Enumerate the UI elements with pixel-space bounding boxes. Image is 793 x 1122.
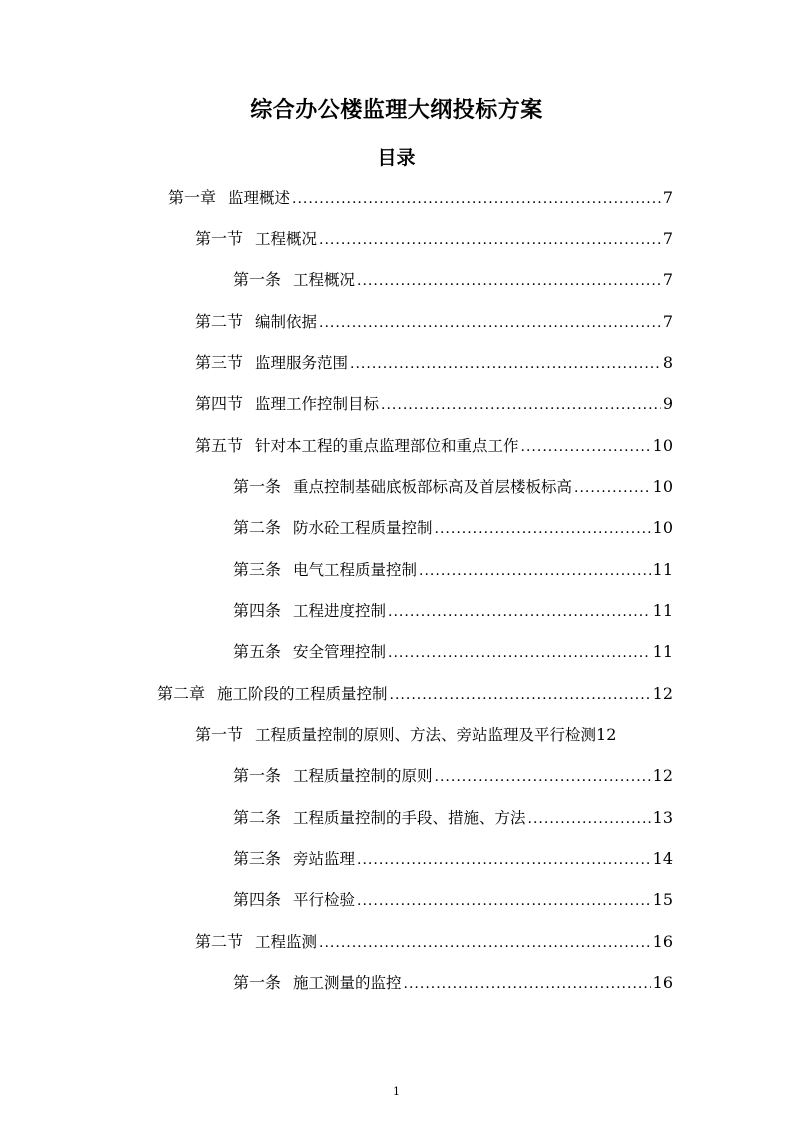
toc-leader-dots xyxy=(574,470,651,506)
toc-entry[interactable] xyxy=(233,510,673,546)
toc-entry-number: 第五节 xyxy=(195,436,244,455)
toc-entry-number: 第二节 xyxy=(195,312,244,331)
toc-entry-page: 7 xyxy=(662,312,673,331)
toc-entry-page: 8 xyxy=(662,353,673,372)
toc-entry-page: 13 xyxy=(652,808,673,827)
toc-entry[interactable] xyxy=(233,469,673,505)
toc-entry-page: 12 xyxy=(596,725,617,744)
toc-entry[interactable] xyxy=(233,800,673,836)
toc-entry-title: 平行检验 xyxy=(293,891,356,909)
toc-leader-dots xyxy=(435,759,651,795)
toc-entry-number: 第一节 xyxy=(195,229,244,248)
toc-entry-number: 第一条 xyxy=(233,477,282,496)
toc-entry-title: 监理服务范围 xyxy=(255,354,349,372)
toc-entry-page: 10 xyxy=(652,477,673,496)
toc-leader-dots xyxy=(350,346,661,382)
toc-leader-dots xyxy=(319,305,661,341)
toc-entry-title: 旁站监理 xyxy=(293,850,356,868)
toc-entry-number: 第一节 xyxy=(195,725,244,744)
toc-entry-title: 监理工作控制目标 xyxy=(255,395,380,413)
toc-leader-dots xyxy=(319,222,661,258)
toc-leader-dots xyxy=(357,842,651,878)
toc-leader-dots xyxy=(521,429,651,465)
toc-entry-title: 工程监测 xyxy=(255,933,318,951)
toc-leader-dots xyxy=(435,511,651,547)
toc-entry[interactable] xyxy=(233,965,673,1001)
toc-entry-title: 电气工程质量控制 xyxy=(293,561,418,579)
toc-entry-number: 第二条 xyxy=(233,808,282,827)
toc-entry-page: 10 xyxy=(652,518,673,537)
toc-entry-page: 16 xyxy=(652,973,673,992)
toc-entry[interactable] xyxy=(233,882,673,918)
toc-entry[interactable] xyxy=(195,304,673,340)
toc-entry-title: 重点控制基础底板部标高及首层楼板标高 xyxy=(293,478,573,496)
toc-leader-dots xyxy=(404,966,651,1002)
toc-entry[interactable] xyxy=(233,634,673,670)
toc-entry-page: 7 xyxy=(662,188,673,207)
toc-entry-page: 11 xyxy=(652,560,673,579)
page-number: 1 xyxy=(393,1085,400,1098)
toc-entry-title: 工程概况 xyxy=(255,230,318,248)
toc-entry-title: 工程质量控制的原则、方法、旁站监理及平行检测 xyxy=(255,726,597,744)
toc-entry-number: 第四条 xyxy=(233,601,282,620)
toc-entry[interactable] xyxy=(195,428,673,464)
toc-entry-title: 施工阶段的工程质量控制 xyxy=(217,685,388,703)
toc-entry-number: 第四条 xyxy=(233,890,282,909)
toc-entry-number: 第一条 xyxy=(233,973,282,992)
toc-entry-number: 第五条 xyxy=(233,642,282,661)
toc-entry-page: 12 xyxy=(652,684,673,703)
toc-leader-dots xyxy=(319,925,651,961)
toc-entry-title: 工程概况 xyxy=(293,271,356,289)
toc-entry-number: 第一章 xyxy=(168,188,217,207)
toc-entry-number: 第四节 xyxy=(195,394,244,413)
document-title: 综合办公楼监理大纲投标方案 xyxy=(250,98,543,123)
toc-entry-page: 7 xyxy=(662,229,673,248)
toc-entry-number: 第三条 xyxy=(233,849,282,868)
toc-entry-title: 工程进度控制 xyxy=(293,602,387,620)
toc-entry-page: 9 xyxy=(662,394,673,413)
toc-entry-number: 第三条 xyxy=(233,560,282,579)
toc-entry-title: 工程质量控制的原则 xyxy=(293,767,433,785)
toc-entry[interactable] xyxy=(233,593,673,629)
toc-entry[interactable] xyxy=(157,676,673,712)
toc-entry-title: 防水砼工程质量控制 xyxy=(293,519,433,537)
toc-entry-number: 第二节 xyxy=(195,932,244,951)
toc-entry-page: 12 xyxy=(652,766,673,785)
toc-entry-title: 施工测量的监控 xyxy=(293,974,402,992)
toc-leader-dots xyxy=(419,553,651,589)
toc-entry[interactable] xyxy=(233,262,673,298)
toc-entry-page: 16 xyxy=(652,932,673,951)
toc-entry-title: 编制依据 xyxy=(255,313,318,331)
toc-entry-page: 10 xyxy=(652,436,673,455)
toc-entry[interactable] xyxy=(195,924,673,960)
toc-entry[interactable] xyxy=(233,552,673,588)
toc-leader-dots xyxy=(528,801,651,837)
toc-leader-dots xyxy=(292,181,661,217)
toc-entry-page: 7 xyxy=(662,270,673,289)
toc-entry[interactable] xyxy=(233,841,673,877)
toc-entry-number: 第三节 xyxy=(195,353,244,372)
toc-entry-number: 第一条 xyxy=(233,766,282,785)
toc-entry-number: 第二条 xyxy=(233,518,282,537)
toc-entry-page: 14 xyxy=(652,849,673,868)
toc-leader-dots xyxy=(388,635,651,671)
toc-entry[interactable] xyxy=(168,180,673,216)
toc-leader-dots xyxy=(390,677,651,713)
toc-leader-dots xyxy=(357,883,651,919)
toc-entry-title: 针对本工程的重点监理部位和重点工作 xyxy=(255,437,519,455)
toc-entry[interactable] xyxy=(195,717,687,753)
toc-entry[interactable] xyxy=(195,221,673,257)
toc-leader-dots xyxy=(388,594,651,630)
toc-entry-page: 15 xyxy=(652,890,673,909)
toc-entry[interactable] xyxy=(233,758,673,794)
toc-entry[interactable] xyxy=(195,386,673,422)
toc-entry-number: 第一条 xyxy=(233,270,282,289)
toc-entry-page: 11 xyxy=(652,601,673,620)
toc-heading: 目录 xyxy=(377,147,416,169)
toc-entry[interactable] xyxy=(195,345,673,381)
toc-entry-title: 工程质量控制的手段、措施、方法 xyxy=(293,809,526,827)
toc-entry-page: 11 xyxy=(652,642,673,661)
toc-entry-title: 监理概述 xyxy=(228,189,291,207)
toc-entry-title: 安全管理控制 xyxy=(293,643,387,661)
toc-leader-dots xyxy=(381,387,661,423)
toc-entry-number: 第二章 xyxy=(157,684,206,703)
toc-leader-dots xyxy=(357,263,661,299)
